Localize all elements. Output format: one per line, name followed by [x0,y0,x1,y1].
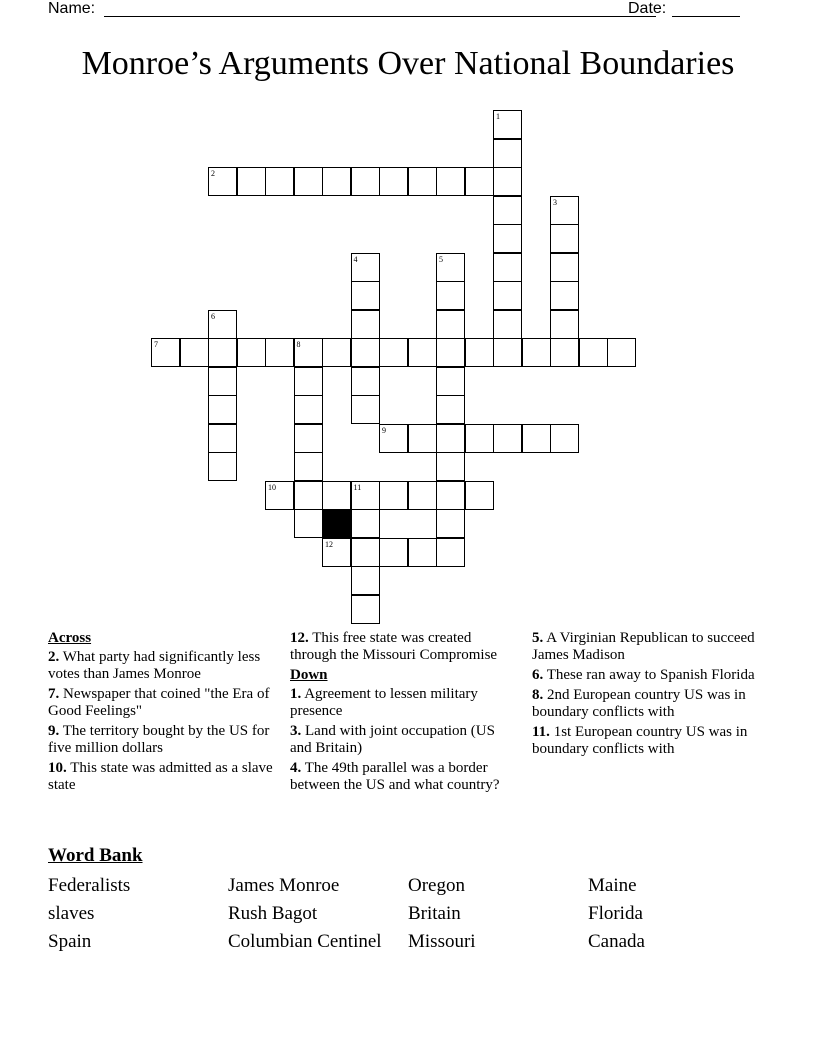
grid-cell[interactable] [550,196,579,225]
grid-cell[interactable] [351,253,380,282]
grid-cell[interactable] [151,338,180,367]
grid-cell[interactable] [522,338,551,367]
grid-cell[interactable] [493,224,522,253]
grid-cell[interactable] [436,452,465,481]
clue-number: 3 [553,197,557,207]
name-label: Name: [48,0,96,17]
grid-cell[interactable] [493,338,522,367]
word-bank-item: slaves [48,903,95,924]
clue-across-9: 9. The territory bought by the US for five million dollars [48,723,270,756]
clue-across-2: 2. What party had significantly less votes than James Monroe [48,649,261,682]
date-label: Date: [628,0,667,17]
grid-cell[interactable] [351,481,380,510]
word-bank [48,875,768,953]
grid-cell[interactable] [208,452,237,481]
grid-cell[interactable] [379,538,408,567]
grid-cell[interactable] [436,310,465,339]
clue-number: 8 [296,340,301,349]
grid-cell[interactable] [550,224,579,253]
grid-cell[interactable] [379,167,408,196]
grid-cell[interactable] [351,395,380,424]
grid-cell[interactable] [493,424,522,453]
word-bank-item: Federalists [48,875,131,896]
grid-cell[interactable] [379,338,408,367]
word-bank-item: Columbian Centinel [228,931,382,952]
grid-cell[interactable] [237,338,266,367]
clue-number: 4 [353,254,358,264]
grid-cell[interactable] [208,338,237,367]
grid-cell[interactable] [522,424,551,453]
grid-cell[interactable] [436,281,465,310]
clues-column-2 [290,630,520,797]
word-bank-item: James Monroe [228,875,340,896]
grid-cell[interactable] [379,481,408,510]
grid-cell[interactable] [208,395,237,424]
grid-cell[interactable] [408,167,437,196]
grid-cell[interactable] [379,424,408,453]
grid-cell[interactable] [607,338,636,367]
grid-cell[interactable] [351,538,380,567]
grid-cell[interactable] [465,167,494,196]
clue-number: 7 [154,340,158,349]
grid-cell[interactable] [408,338,437,367]
grid-cell[interactable] [265,338,294,367]
clue-down-4: 4. The 49th parallel was a border between the US and what country? [290,760,500,793]
grid-cell[interactable] [550,253,579,282]
word-bank-item: Canada [588,931,645,952]
grid-cell[interactable] [294,367,323,396]
clues-column-3 [532,630,767,761]
grid-cell[interactable] [493,281,522,310]
grid-cell[interactable] [436,538,465,567]
grid-cell[interactable] [208,424,237,453]
clue-down-6: 6. These ran away to Spanish Florida [532,667,755,683]
grid-cell[interactable] [351,566,380,595]
clue-number: 2 [211,169,215,178]
grid-cell[interactable] [294,452,323,481]
clue-number: 5 [439,254,443,264]
grid-cell[interactable] [351,509,380,538]
clue-number: 1 [496,112,500,121]
grid-cell[interactable] [579,338,608,367]
clue-number: 10 [268,482,276,492]
word-bank-item: Missouri [408,931,476,952]
clue-across-7: 7. Newspaper that coined "the Era of Good Feelings" [48,686,270,719]
grid-cell[interactable] [208,367,237,396]
grid-cell[interactable] [351,595,380,624]
grid-cell[interactable] [322,538,351,567]
grid-cell[interactable] [294,509,323,538]
clue-number: 12 [325,539,333,549]
grid-cell[interactable] [351,367,380,396]
clue-number: 11 [353,482,362,492]
page-title: Monroe’s Arguments Over National Boundaries [81,45,735,82]
grid-cell[interactable] [322,338,351,367]
grid-black-cell [322,509,351,538]
grid-cell[interactable] [294,167,323,196]
grid-cell[interactable] [550,310,579,339]
grid-cell[interactable] [322,167,351,196]
grid-cell[interactable] [351,281,380,310]
grid-cell[interactable] [180,338,209,367]
grid-cell[interactable] [351,167,380,196]
word-bank-title: Word Bank [48,845,143,866]
clue-down-1: 1. Agreement to lessen military presence [290,686,478,719]
grid-cell[interactable] [493,110,522,139]
grid-cell[interactable] [294,424,323,453]
grid-cell[interactable] [436,338,465,367]
word-bank-item: Florida [588,903,643,924]
grid-cell[interactable] [493,310,522,339]
grid-cell[interactable] [436,167,465,196]
grid-cell[interactable] [408,481,437,510]
grid-cell[interactable] [436,424,465,453]
grid-cell[interactable] [436,253,465,282]
grid-cell[interactable] [294,338,323,367]
grid-cell[interactable] [493,139,522,168]
grid-cell[interactable] [208,167,237,196]
down-heading: Down [290,667,328,683]
clue-down-5: 5. A Virginian Republican to succeed James Madison [532,630,755,663]
grid-cell[interactable] [550,338,579,367]
clue-down-3: 3. Land with joint occupation (US and Britain) [290,723,495,756]
clue-number: 9 [382,425,386,435]
grid-cell[interactable] [436,481,465,510]
grid-cell[interactable] [465,424,494,453]
grid-cell[interactable] [493,253,522,282]
grid-cell[interactable] [408,538,437,567]
grid-cell[interactable] [322,481,351,510]
grid-cell[interactable] [351,310,380,339]
grid-cell[interactable] [294,481,323,510]
grid-cell[interactable] [436,395,465,424]
word-bank-item: Maine [588,875,637,896]
grid-cell[interactable] [465,338,494,367]
word-bank-item: Rush Bagot [228,903,318,924]
grid-cell[interactable] [208,310,237,339]
grid-cell[interactable] [465,481,494,510]
clue-across-12: 12. This free state was created through the Missouri Compromise [290,630,498,663]
grid-cell[interactable] [493,167,522,196]
word-bank-item: Spain [48,931,92,952]
grid-cell[interactable] [436,509,465,538]
clue-number: 6 [211,311,215,321]
grid-cell[interactable] [265,167,294,196]
grid-cell[interactable] [265,481,294,510]
grid-cell[interactable] [436,367,465,396]
clue-down-11: 11. 1st European country US was in boundary conflicts with [532,724,748,757]
grid-cell[interactable] [550,281,579,310]
clues-column-1 [48,630,273,797]
clue-across-10: 10. This state was admitted as a slave state [48,760,273,793]
grid-cell[interactable] [237,167,266,196]
grid-cell[interactable] [351,338,380,367]
grid-cell[interactable] [408,424,437,453]
across-heading: Across [48,630,92,646]
word-bank-item: Britain [408,903,461,924]
grid-cell[interactable] [294,395,323,424]
clue-down-8: 8. 2nd European country US was in boundary conflicts with [532,687,746,720]
grid-cell[interactable] [550,424,579,453]
grid-cell[interactable] [493,196,522,225]
word-bank-item: Oregon [408,875,465,896]
